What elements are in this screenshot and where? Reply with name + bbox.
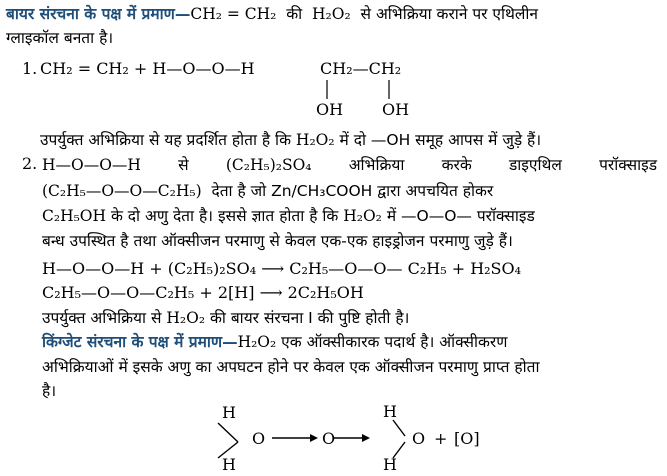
bond-upper-right: [393, 420, 405, 436]
point2-l3d: में —O—O— परॉक्साइड: [386, 207, 535, 225]
diag-h2-bottom: H: [383, 455, 397, 474]
diag-plus: +: [434, 429, 448, 448]
point2-w2: से: [178, 156, 189, 174]
point2-w5: करके: [441, 156, 472, 174]
kingjet-heading: किंग्जेट संरचना के पक्ष में प्रमाण: [42, 333, 223, 351]
arrow-1-head: [310, 434, 318, 442]
para2-h2o2: H₂O₂: [166, 309, 206, 327]
bayer-heading: बायर संरचना के पक्ष में प्रमाण: [6, 5, 175, 23]
point2-w4: अभिक्रिया: [348, 156, 405, 174]
reaction1-num: 1.: [22, 59, 38, 78]
point2-w7: परॉक्साइड: [599, 156, 657, 174]
point2-w3: (C₂H₅)₂SO₄: [225, 156, 312, 174]
para2-text-b: की बायर संरचना I की पुष्टि होती है।: [209, 309, 410, 327]
point2-l3a: C₂H₅OH: [42, 207, 107, 225]
point2-l3b: के दो अणु देता है। इससे ज्ञात होता है कि: [110, 207, 339, 225]
diag-o2: O: [322, 429, 336, 448]
point2-w1: H—O—O—H: [42, 156, 141, 174]
reaction1-rhs: CH₂—CH₂: [320, 59, 402, 78]
point2-l2b: देता है जो Zn/CH₃COOH द्वारा अपचयित होकर: [211, 182, 494, 200]
para1-h2o2: H₂O₂: [295, 131, 335, 149]
reaction1-lhs: CH₂ = CH₂ + H—O—O—H: [40, 59, 255, 78]
diag-h-bottom: H: [222, 455, 236, 474]
point2-l2a: (C₂H₅—O—O—C₂H₅): [42, 182, 202, 200]
reaction1-oh2: OH: [382, 100, 410, 119]
intro-text-b: से अभिक्रिया कराने पर एथिलीन: [360, 5, 539, 23]
kingjet-dash: —: [222, 333, 238, 351]
point2-l3c: H₂O₂: [343, 207, 382, 225]
point2-num: 2.: [22, 154, 38, 173]
point2-w6: डाइएथिल: [508, 156, 562, 174]
equation-3: C₂H₅—O—O—C₂H₅ + 2[H] ⟶ 2C₂H₅OH: [42, 283, 364, 302]
diag-h2-top: H: [383, 402, 397, 421]
point2-l4: बन्ध उपस्थित है तथा ऑक्सीजन परमाणु से केवल एक-एक हाइड्रोजन परमाणु जुड़े हैं।: [42, 232, 513, 250]
para2-text-a: उपर्युक्त अभिक्रिया से: [42, 309, 162, 327]
para1-text-b: में दो —OH समूह आपस में जुड़े हैं।: [339, 131, 542, 149]
para1-text-a: उपर्युक्त अभिक्रिया से यह प्रदर्शित होता है कि: [40, 131, 291, 149]
diag-o3: O: [412, 429, 426, 448]
heading-dash: —: [174, 5, 191, 23]
arrow-2-head: [362, 434, 370, 442]
diag-product: [O]: [454, 429, 480, 448]
kingjet-text-c: है।: [42, 382, 57, 400]
ethylene-formula: CH₂ = CH₂: [190, 5, 277, 23]
diag-o1: O: [252, 429, 266, 448]
kingjet-text-a: एक ऑक्सीकारक पदार्थ है। ऑक्सीकरण: [281, 333, 508, 351]
intro-text-c: ग्लाइकॉल बनता है।: [6, 29, 114, 47]
intro-text-a: की: [286, 5, 303, 23]
bond-upper-left: [218, 423, 238, 442]
reaction1-oh1: OH: [316, 100, 344, 119]
equation-2: H—O—O—H + (C₂H₅)₂SO₄ ⟶ C₂H₅—O—O— C₂H₅ + H₂SO₄: [42, 259, 522, 278]
kingjet-text-b: अभिक्रियाओं में इसके अणु का अपघटन होने पर केवल एक ऑक्सीजन परमाणु प्राप्त होता: [42, 358, 540, 376]
intro-h2o2: H₂O₂: [312, 5, 351, 23]
kingjet-h2o2: H₂O₂: [237, 333, 277, 351]
diag-h-top: H: [222, 403, 236, 422]
